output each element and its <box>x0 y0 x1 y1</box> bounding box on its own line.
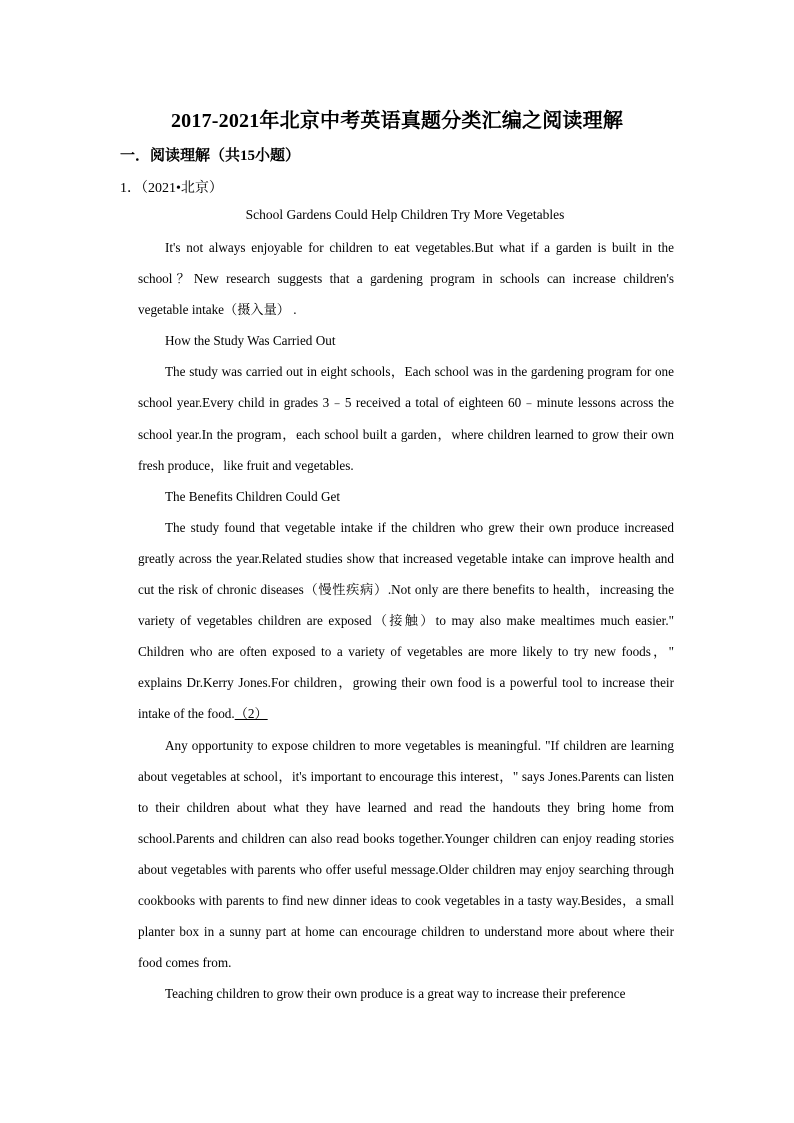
article-title: School Gardens Could Help Children Try More Vegetables <box>245 207 565 222</box>
paragraph-5: Teaching children to grow their own produce is a great way to increase their preference <box>165 986 626 1002</box>
question-heading: 1．（2021•北京） <box>120 181 223 196</box>
document-title: 2017-2021年北京中考英语真题分类汇编之阅读理解 <box>170 110 624 132</box>
section-heading: 一．阅读理解（共15小题） <box>120 148 301 164</box>
article-body <box>138 232 674 1009</box>
paragraph-4: Any opportunity to expose children to more vegetables is meaningful. "If children are learning about vegetables at school，it's important to encourage this interest，" says Jones.Parents can listen to their children about what they have learned and read the handouts they bring home from school.Parents and children can also read books together.Younger children can enjoy reading stories about vegetables with parents who offer useful message.Older children may enjoy searching through cookbooks with parents to find new dinner ideas to cook vegetables in a tasty way.Besides，a small planter box in a sunny part at home can encourage children to understand more about where their food comes from. <box>138 737 674 971</box>
paragraph-2: The study was carried out in eight schools，Each school was in the gardening program for one school year.Every child in grades 3﹣5 received a total of eighteen 60﹣minute lessons across the school year.In the program，each school built a garden，where children learned to grow their own fresh produce，like fruit and vegetables. <box>138 364 674 473</box>
answer-blank-2: （2） <box>234 706 268 722</box>
paragraph-3 <box>138 512 674 730</box>
subheading-benefits: The Benefits Children Could Get <box>165 488 341 504</box>
paragraph-3-text: The study found that vegetable intake if the children who grew their own produce increased greatly across the year.Related studies show that increased vegetable intake can improve health and cut the risk of chronic diseases（慢性疾病）.Not only are there benefits to health，increasing the variety of vegetables children are exposed（接触）to may also make mealtimes much easier." Children who are often exposed to a variety of vegetables are more likely to try new foods，" explains Dr.Kerry Jones.For children，growing their own food is a powerful tool to increase their intake of the food. <box>138 519 674 722</box>
subheading-study: How the Study Was Carried Out <box>165 333 336 349</box>
paragraph-1: It's not always enjoyable for children to eat vegetables.But what if a garden is built in the school？New research suggests that a gardening program in schools can increase children's vegetable intake（摄入量） . <box>138 240 674 318</box>
